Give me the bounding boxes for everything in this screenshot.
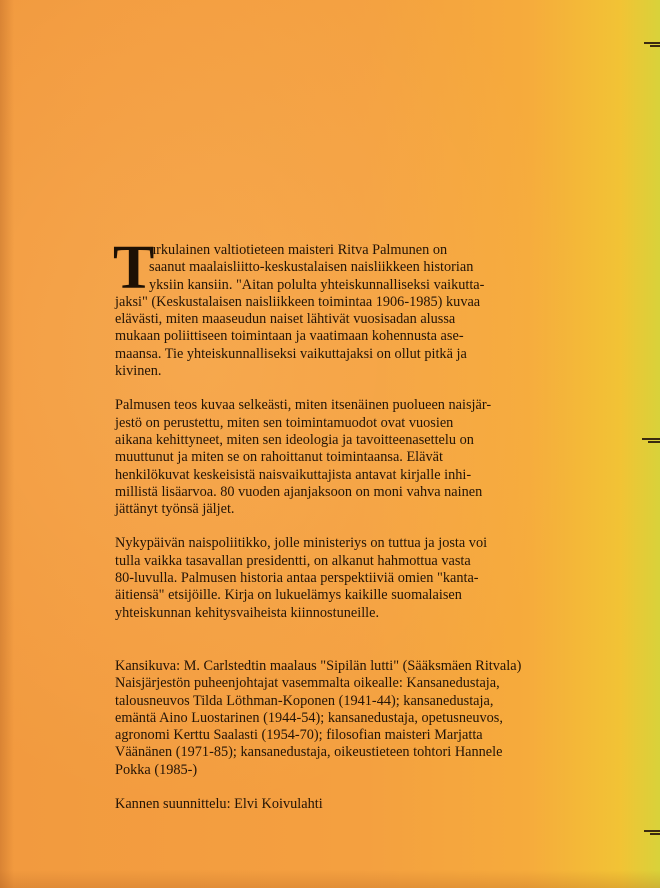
text-line: tulla vaikka tasavallan presidentti, on alkanut hahmottua vasta xyxy=(115,552,471,569)
drop-cap: T xyxy=(113,234,155,302)
text-line: muuttunut ja miten se on rahoittanut toimintaansa. Elävät xyxy=(115,449,443,466)
page-bottom-shadow xyxy=(0,870,660,888)
text-line: 80-luvulla. Palmusen historia antaa perspektiiviä omien "kanta- xyxy=(115,570,479,587)
text-line: urkulainen valtiotieteen maisteri Ritva Palmunen on xyxy=(149,242,448,258)
text-line: saanut maalaisliitto-keskustalaisen naisliikkeen historian xyxy=(149,259,474,276)
text-line: äitiensä" etsijöille. Kirja on lukuelämys kaikille suomalaisen xyxy=(115,587,462,604)
blurb-paragraph-1 xyxy=(113,234,535,380)
text-line: yhteiskunnan kehitysvaiheista kiinnostuneille. xyxy=(115,604,380,621)
crop-mark-middle xyxy=(642,438,660,440)
text-line: elävästi, miten maaseudun naiset lähtivät vuosisadan alussa xyxy=(115,311,456,328)
text-line: Pokka (1985-) xyxy=(115,761,198,778)
text-line: henkilökuvat keskeisistä naisvaikuttajista antavat kirjalle inhi- xyxy=(115,466,472,483)
crop-mark-bottom xyxy=(644,830,660,832)
text-line: Naisjärjestön puheenjohtajat vasemmalta oikealle: Kansanedustaja, xyxy=(115,675,500,692)
blurb-text xyxy=(113,234,535,813)
text-line: Väänänen (1971-85); kansanedustaja, oikeustieteen tohtori Hannele xyxy=(115,744,503,761)
blurb-paragraph-2 xyxy=(115,397,535,518)
text-line: maansa. Tie yhteiskunnalliseksi vaikuttajaksi on ollut pitkä ja xyxy=(115,345,467,362)
text-line: yksiin kansiin. "Aitan polulta yhteiskunnalliseksi vaikutta- xyxy=(149,276,485,293)
page-edge-shadow xyxy=(0,0,14,888)
crop-mark-top xyxy=(644,42,660,44)
crop-mark-bottom-inner xyxy=(650,833,660,835)
text-line: mukaan poliittiseen toimintaan ja vaatimaan kohennusta ase- xyxy=(115,328,464,345)
text-line: jaksi" (Keskustalaisen naisliikkeen toimintaa 1906-1985) kuvaa xyxy=(115,293,481,310)
text-line: emäntä Aino Luostarinen (1944-54); kansanedustaja, opetusneuvos, xyxy=(115,709,503,726)
text-line: talousneuvos Tilda Löthman-Koponen (1941-44); kansanedustaja, xyxy=(115,692,494,709)
text-line: Palmusen teos kuvaa selkeästi, miten itsenäinen puolueen naisjär- xyxy=(115,397,492,414)
text-line: Kansikuva: M. Carlstedtin maalaus "Sipilän lutti" (Sääksmäen Ritvala) xyxy=(115,657,522,674)
cover-credits xyxy=(115,658,535,779)
crop-mark-middle-inner xyxy=(648,441,660,443)
text-line: agronomi Kerttu Saalasti (1954-70); filosofian maisteri Marjatta xyxy=(115,727,483,744)
text-line: jättänyt työnsä jäljet. xyxy=(115,501,235,518)
crop-mark-top-inner xyxy=(650,45,660,47)
text-line: kivinen. xyxy=(115,363,162,380)
blurb-paragraph-3 xyxy=(115,535,535,621)
text-line: Nykypäivän naispoliitikko, jolle ministeriys on tuttua ja josta voi xyxy=(115,535,488,552)
text-line: millistä lisäarvoa. 80 vuoden ajanjaksoon on moni vahva nainen xyxy=(115,483,483,500)
cover-designer: Kannen suunnittelu: Elvi Koivulahti xyxy=(115,796,323,813)
text-line: jestö on perustettu, miten sen toimintamuodot ovat vuosien xyxy=(115,414,454,431)
text-line: aikana kehittyneet, miten sen ideologia ja tavoitteenasettelu on xyxy=(115,431,474,448)
